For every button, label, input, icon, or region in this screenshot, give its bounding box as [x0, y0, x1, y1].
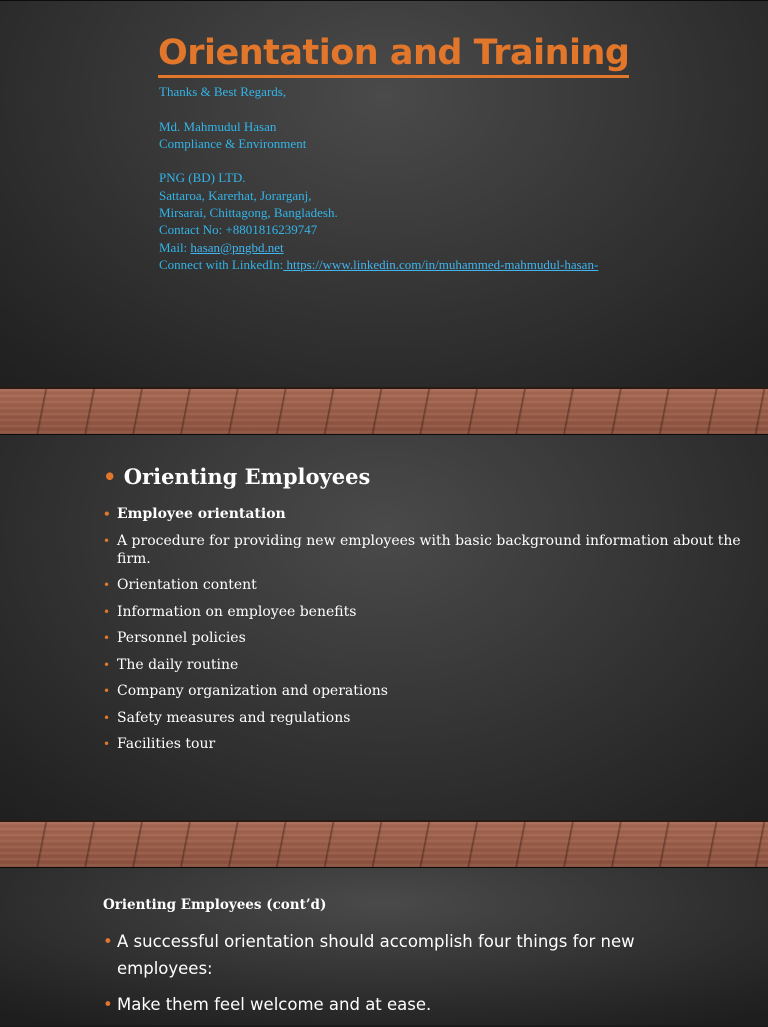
list-item [103, 532, 743, 568]
spacer [159, 152, 598, 169]
address-line-1: Sattaroa, Karerhat, Jorarganj, [159, 187, 312, 203]
list-item [103, 991, 703, 1018]
list-item [103, 682, 743, 700]
contact-name: Md. Mahmudul Hasan [159, 118, 277, 134]
contact-number: Contact No: +8801816239747 [159, 222, 318, 238]
mail-line [159, 239, 598, 256]
bullet-icon: • [103, 932, 113, 951]
slide-heading [103, 464, 370, 489]
bullet-icon: • [103, 604, 111, 619]
company-name: PNG (BD) LTD. [159, 170, 246, 186]
list-item-text: Orientation content [117, 577, 257, 593]
bullet-list [103, 928, 703, 1027]
contact-role: Compliance & Environment [159, 135, 307, 151]
list-item [103, 656, 743, 674]
bullet-icon: • [103, 684, 111, 698]
list-item-text: Personnel policies [117, 630, 246, 646]
address-line-2: Mirsarai, Chittagong, Bangladesh. [159, 205, 338, 221]
list-item [103, 629, 743, 647]
regards-text: Thanks & Best Regards, [159, 84, 287, 99]
mail-link[interactable]: hasan@pngbd.net [190, 239, 284, 255]
list-item-text: Make them feel welcome and at ease. [117, 995, 432, 1014]
bullet-icon: • [103, 507, 111, 521]
list-item-text: Company organization and operations [117, 683, 388, 699]
list-item-text: Employee orientation [117, 506, 286, 522]
list-item [103, 709, 743, 727]
bullet-icon: • [103, 710, 111, 725]
list-item-text: Facilities tour [117, 736, 216, 752]
slide-heading: Orienting Employees (cont’d) [103, 897, 327, 913]
bullet-icon: • [103, 737, 111, 751]
contact-block [159, 83, 598, 273]
heading-text: Orienting Employees [123, 464, 371, 489]
list-item [103, 928, 703, 982]
spacer [159, 100, 598, 117]
list-item-text: A procedure for providing new employees with basic background information about the firm. [117, 532, 741, 567]
list-item-text: Information on employee benefits [117, 603, 357, 620]
bullet-icon: • [103, 464, 124, 489]
bullet-icon: • [103, 631, 111, 645]
list-item [103, 735, 743, 753]
bullet-icon: • [103, 657, 111, 672]
bullet-list [103, 505, 743, 762]
slide-title: Orientation and Training [158, 31, 629, 78]
linkedin-link[interactable]: https://www.linkedin.com/in/muhammed-mahmudul-hasan- [283, 256, 599, 272]
list-item [103, 603, 743, 621]
wood-floor [0, 820, 768, 868]
bullet-icon: • [103, 533, 111, 548]
list-item-text: A successful orientation should accomplish four things for new employees: [117, 932, 635, 978]
bullet-icon: • [103, 995, 113, 1014]
bullet-icon: • [103, 578, 111, 592]
linkedin-line [159, 256, 598, 273]
list-item-text: The daily routine [117, 656, 239, 673]
list-item-text: Safety measures and regulations [117, 709, 351, 726]
wood-floor [0, 387, 768, 435]
slide-1 [0, 0, 768, 435]
linkedin-label: Connect with LinkedIn: [159, 256, 284, 272]
list-item [103, 505, 743, 523]
list-item [103, 576, 743, 594]
mail-label: Mail: [159, 239, 191, 255]
